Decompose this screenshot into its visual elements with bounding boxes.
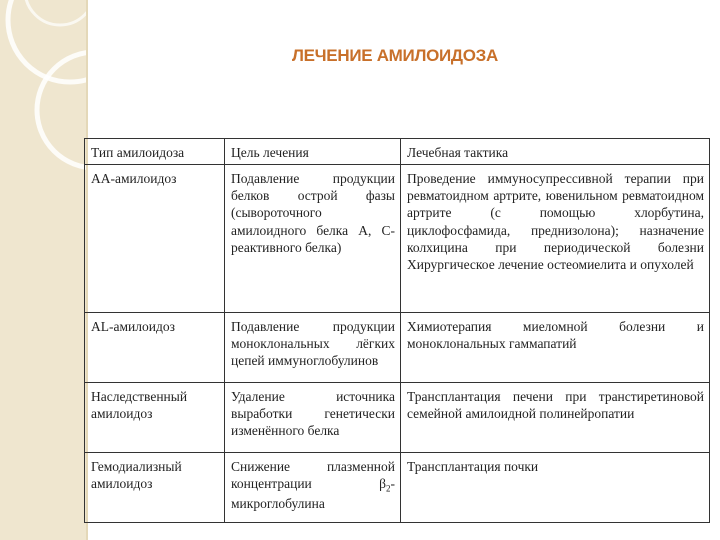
cell-goal: Удаление источника выработки генетически изменённого белка bbox=[225, 383, 401, 453]
cell-tactics: Трансплантация печени при транстиретиновой семейной амилоидной полинейропатии bbox=[401, 383, 710, 453]
decorative-sidebar bbox=[0, 0, 86, 540]
cell-type: Наследственный амилоидоз bbox=[85, 383, 225, 453]
cell-tactics: Проведение иммуносупрессивной терапии при ревматоидном артрите, ювенильном ревматоидном артрите (с помощью хлорбутина, циклофосфамида, преднизолона); назначение колхицина при периодической болезни Хирургическое лечение остеомиелита и опухолей bbox=[401, 165, 710, 313]
treatment-table bbox=[84, 138, 710, 523]
header-type: Тип амилоидоза bbox=[85, 139, 225, 165]
cell-type: Гемодиализный амилоидоз bbox=[85, 453, 225, 523]
cell-tactics: Трансплантация почки bbox=[401, 453, 710, 523]
goal-subscript: 2 bbox=[386, 483, 391, 494]
table-row bbox=[85, 313, 710, 383]
cell-type: АА-амилоидоз bbox=[85, 165, 225, 313]
goal-prefix: Снижение плазменной концентрации β bbox=[231, 459, 395, 492]
cell-goal: Подавление продукции моноклональных лёгких цепей иммуноглобулинов bbox=[225, 313, 401, 383]
header-goal: Цель лечения bbox=[225, 139, 401, 165]
cell-tactics: Химиотерапия миеломной болезни и моноклональных гаммапатий bbox=[401, 313, 710, 383]
cell-goal: Подавление продукции белков острой фазы (сывороточного амилоидного белка А, С-реактивного белка) bbox=[225, 165, 401, 313]
goal-suffix: -микроглобулина bbox=[231, 476, 395, 512]
cell-type: AL-амилоидоз bbox=[85, 313, 225, 383]
header-tactics: Лечебная тактика bbox=[401, 139, 710, 165]
page-title: ЛЕЧЕНИЕ АМИЛОИДОЗА bbox=[292, 46, 498, 65]
table-row bbox=[85, 165, 710, 313]
table-header-row bbox=[85, 139, 710, 165]
decorative-curves bbox=[0, 0, 86, 540]
cell-goal bbox=[225, 453, 401, 523]
table-row bbox=[85, 453, 710, 523]
table-row bbox=[85, 383, 710, 453]
